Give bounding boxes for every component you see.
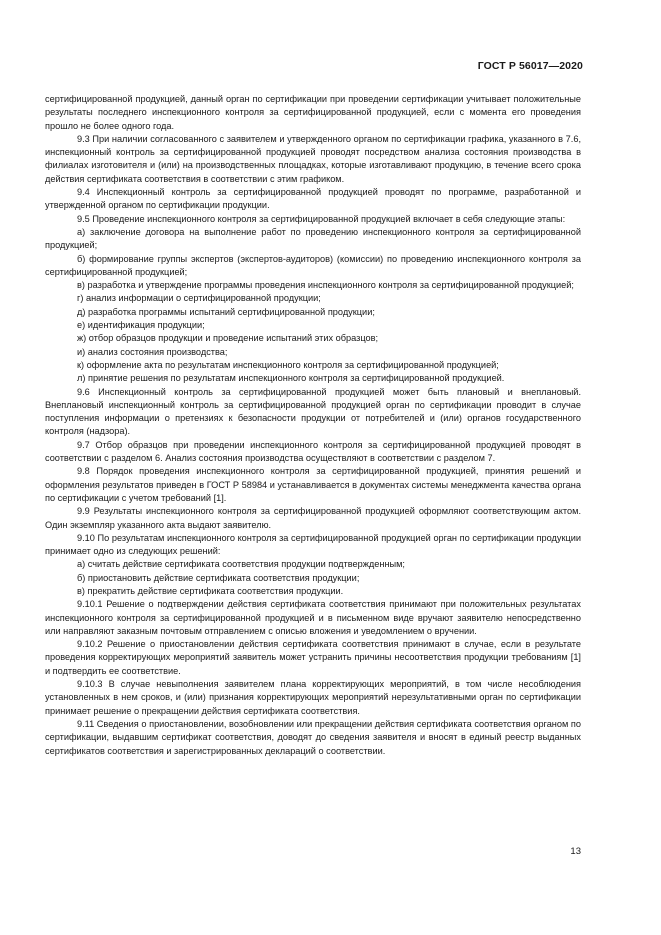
paragraph-9-9: 9.9 Результаты инспекционного контроля за сертифицированной продукцией оформляют соответствующим актом. Один экземпляр указанного акта выдают заявителю. [45, 506, 581, 530]
paragraph-9-4: 9.4 Инспекционный контроль за сертифицированной продукцией проводят по программе, разработанной и утвержденной органом по сертификации продукции. [45, 187, 581, 211]
paragraph-9-3: 9.3 При наличии согласованного с заявителем и утвержденного органом по сертификации графика, указанного в 7.6, инспекционный контроль за сертифицированной продукцией проводят посредством анализа состояния производства в филиалах изготовителя и (или) на производственных площадках, которые изготавливают продукцию, в течение всего срока действия сертификата соответствия в соответствии с этим графиком. [45, 133, 581, 184]
paragraph-9-7: 9.7 Отбор образцов при проведении инспекционного контроля за сертифицированной продукцией проводят в соответствии с разделом 6. Анализ состояния производства осуществляют в соответствии с разделом 7. [45, 439, 581, 464]
list-item: г) анализ информации о сертифицированной продукции; [77, 293, 321, 304]
list-item: ж) отбор образцов продукции и проведение испытаний этих образцов; [77, 333, 379, 344]
list-item: к) оформление акта по результатам инспекционного контроля за сертифицированной продукцией; [77, 359, 499, 370]
document-body [45, 93, 581, 758]
list-item: в) разработка и утверждение программы проведения инспекционного контроля за сертифицированной продукцией; [77, 280, 574, 291]
list-item: б) приостановить действие сертификата соответствия продукции; [77, 572, 360, 583]
standard-header: ГОСТ Р 56017—2020 [477, 60, 583, 72]
paragraph-9-8: 9.8 Порядок проведения инспекционного контроля за сертифицированной продукцией, принятия решений и оформления результатов приведен в ГОСТ Р 58984 и устанавливается в документах системы менеджмента качества органа по сертификации с учетом требований [1]. [45, 466, 581, 503]
paragraph-9-10-2: 9.10.2 Решение о приостановлении действия сертификата соответствия принимают в случае, если в результате проведения корректирующих мероприятий заявитель может устранить причины несоответствия продукции требованиям [1] и подтвердить ее соответствие. [45, 639, 581, 676]
paragraph-9-10-1: 9.10.1 Решение о подтверждении действия сертификата соответствия принимают при положительных результатах инспекционного контроля за сертифицированной продукцией и в письменном виде вручают заявителю непосредственно или направляют заказным почтовым отправлением с описью вложения и уведомлением о вручении. [45, 599, 581, 636]
paragraph-continuation: сертифицированной продукцией, данный орган по сертификации при проведении сертификации учитывает положительные результаты последнего инспекционного контроля за сертифицированной продукцией, если с момента его проведения прошло не более одного года. [45, 94, 581, 131]
paragraph-9-5: 9.5 Проведение инспекционного контроля за сертифицированной продукцией включает в себя следующие этапы: [77, 213, 566, 224]
paragraph-9-11: 9.11 Сведения о приостановлении, возобновлении или прекращении действия сертификата соответствия органом по сертификации, выдавшим сертификат соответствия, доводят до сведения заявителя и вносят в единый реестр выданных сертификатов соответствия и зарегистрированных деклараций о соответствии. [45, 718, 581, 756]
list-item: б) формирование группы экспертов (экспертов-аудиторов) (комиссии) по проведению инспекционного контроля за сертифицированной продукцией; [45, 253, 581, 277]
list-item: е) идентификация продукции; [77, 320, 205, 331]
list-item: д) разработка программы испытаний сертифицированной продукции; [77, 306, 375, 317]
paragraph-9-10-3: 9.10.3 В случае невыполнения заявителем плана корректирующих мероприятий, в том числе несоблюдения установленных в нем сроков, и (или) признания корректирующих мероприятий нерезультативными орган по сертификации принимает решение о прекращении действия сертификата соответствия. [45, 679, 581, 716]
list-item: а) заключение договора на выполнение работ по проведению инспекционного контроля за сертифицированной продукцией; [45, 226, 581, 251]
paragraph-9-6: 9.6 Инспекционный контроль за сертифицированной продукцией может быть плановый и внеплановый. Внеплановый инспекционный контроль за сертифицированной продукцией орган по сертификации проводит в случае поступления информации о претензиях к безопасности продукции от потребителей и (или) органов государственного контроля (надзора). [45, 386, 581, 437]
list-item: а) считать действие сертификата соответствия продукции подтвержденным; [77, 559, 405, 570]
list-item: и) анализ состояния производства; [77, 346, 228, 357]
paragraph-9-10: 9.10 По результатам инспекционного контроля за сертифицированной продукцией орган по сертификации продукции принимает одно из следующих решений: [45, 532, 581, 557]
page-number: 13 [570, 846, 581, 857]
list-item: в) прекратить действие сертификата соответствия продукции. [77, 585, 344, 596]
list-item: л) принятие решения по результатам инспекционного контроля за сертифицированной продукцией. [77, 373, 505, 384]
